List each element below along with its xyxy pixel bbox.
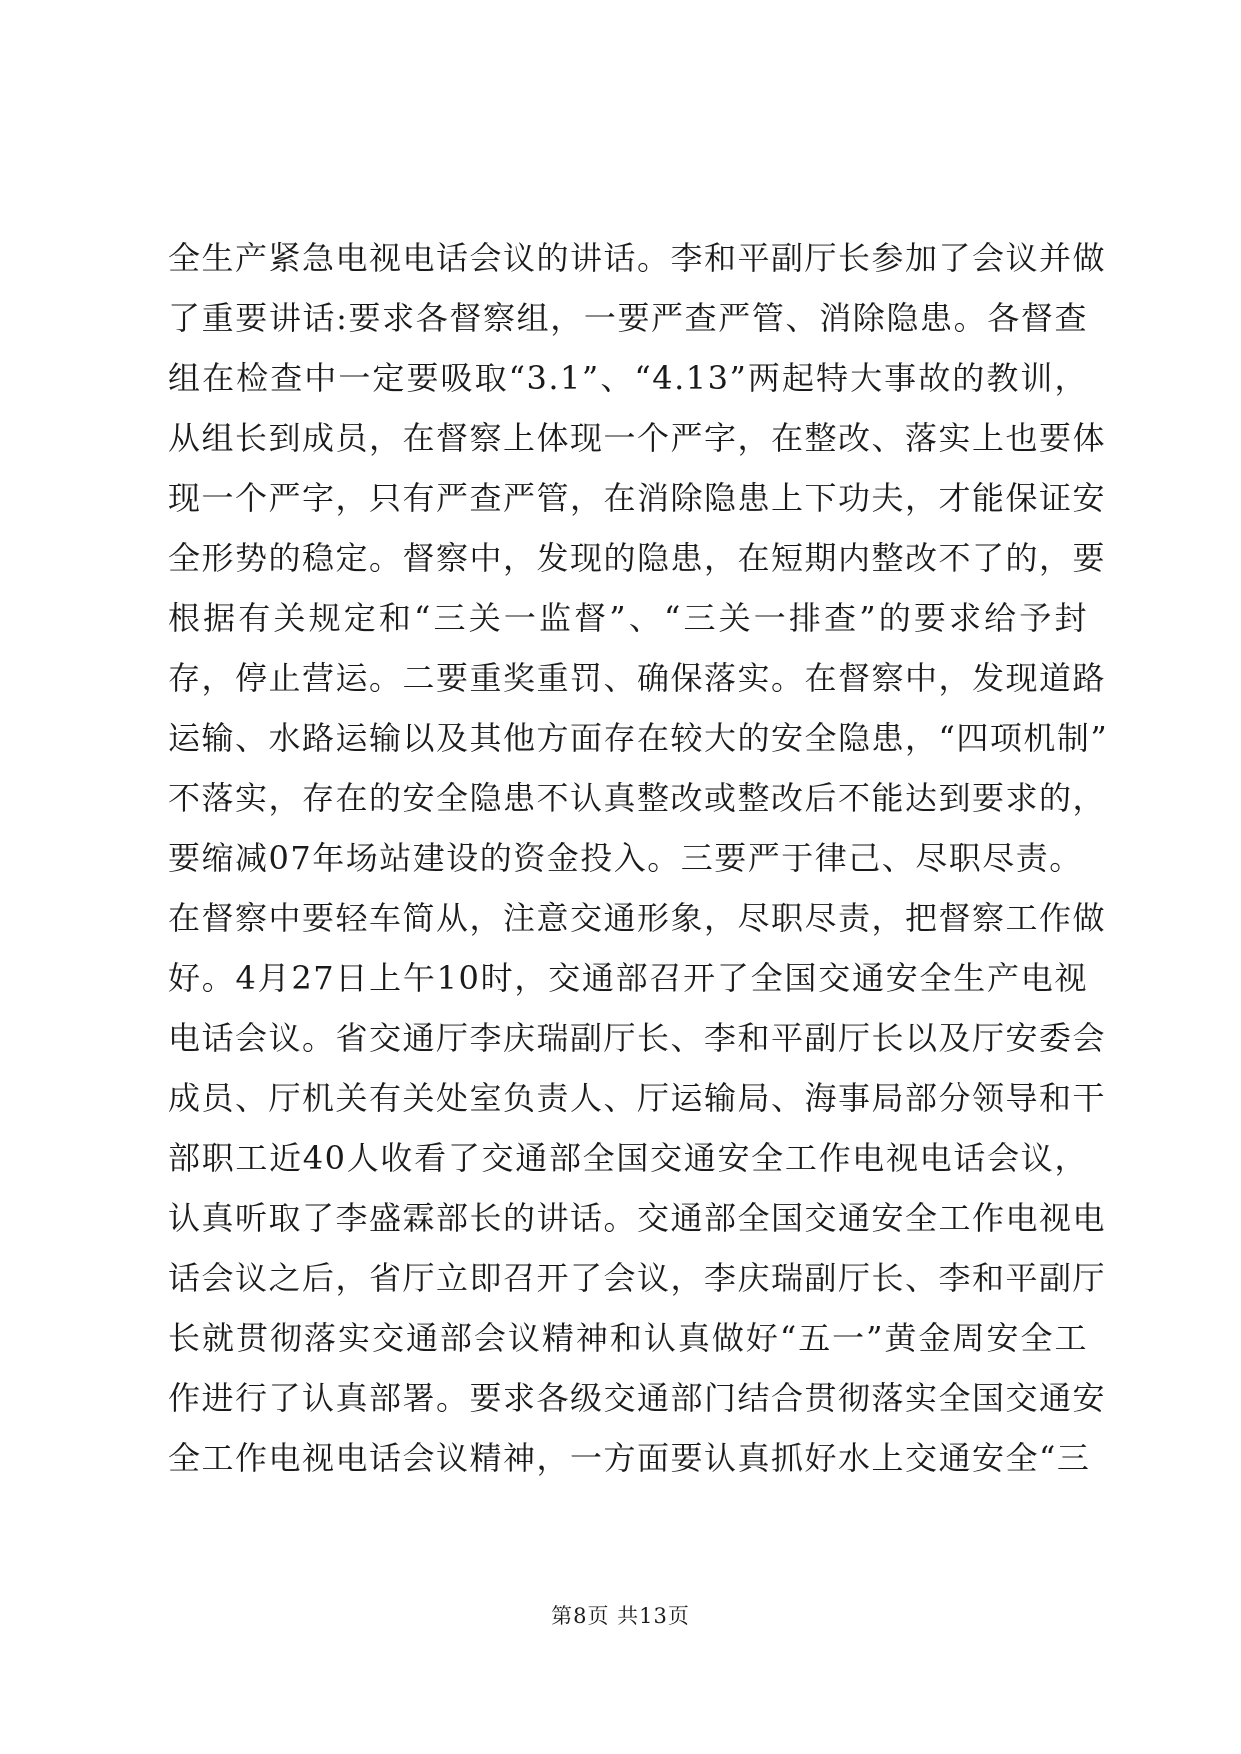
body-text: [168, 228, 1109, 1488]
text-line: 不落实，存在的安全隐患不认真整改或整改后不能达到要求的，: [168, 779, 1107, 817]
text-line: 认真听取了李盛霖部长的讲话。交通部全国交通安全工作电视电: [168, 1199, 1107, 1237]
text-line: 组在检查中一定要吸取“3.1”、“4.13”两起特大事故的教训，: [168, 359, 1088, 397]
text-line: 全形势的稳定。督察中，发现的隐患，在短期内整改不了的，要: [168, 539, 1107, 577]
text-line: 存，停止营运。二要重奖重罚、确保落实。在督察中，发现道路: [168, 659, 1107, 697]
text-line: 长就贯彻落实交通部会议精神和认真做好“五一”黄金周安全工: [168, 1319, 1088, 1357]
text-line: 从组长到成员，在督察上体现一个严字，在整改、落实上也要体: [168, 419, 1107, 457]
text-line: 全工作电视电话会议精神，一方面要认真抓好水上交通安全“三: [168, 1439, 1091, 1477]
page-footer: [0, 1600, 1241, 1630]
page-number-label: 第8页 共13页: [551, 1604, 690, 1628]
text-line: 了重要讲话:要求各督察组，一要严查严管、消除隐患。各督查: [168, 299, 1088, 337]
text-line: 好。4月27日上午10时，交通部召开了全国交通安全生产电视: [168, 959, 1088, 997]
text-line: 在督察中要轻车简从，注意交通形象，尽职尽责，把督察工作做: [168, 899, 1107, 937]
text-line: 部职工近40人收看了交通部全国交通安全工作电视电话会议，: [168, 1139, 1088, 1177]
text-line: 要缩减07年场站建设的资金投入。三要严于律己、尽职尽责。: [168, 839, 1083, 877]
text-line: 电话会议。省交通厅李庆瑞副厅长、李和平副厅长以及厅安委会: [168, 1019, 1107, 1057]
text-line: 话会议之后，省厅立即召开了会议，李庆瑞副厅长、李和平副厅: [168, 1259, 1107, 1297]
text-line: 全生产紧急电视电话会议的讲话。李和平副厅长参加了会议并做: [168, 239, 1107, 277]
text-line: 作进行了认真部署。要求各级交通部门结合贯彻落实全国交通安: [168, 1379, 1107, 1417]
text-line: 根据有关规定和“三关一监督”、“三关一排查”的要求给予封: [168, 599, 1088, 637]
text-line: 现一个严字，只有严查严管，在消除隐患上下功夫，才能保证安: [168, 479, 1107, 517]
text-line: 运输、水路运输以及其他方面存在较大的安全隐患，“四项机制”: [168, 719, 1109, 757]
text-line: 成员、厅机关有关处室负责人、厅运输局、海事局部分领导和干: [168, 1079, 1107, 1117]
